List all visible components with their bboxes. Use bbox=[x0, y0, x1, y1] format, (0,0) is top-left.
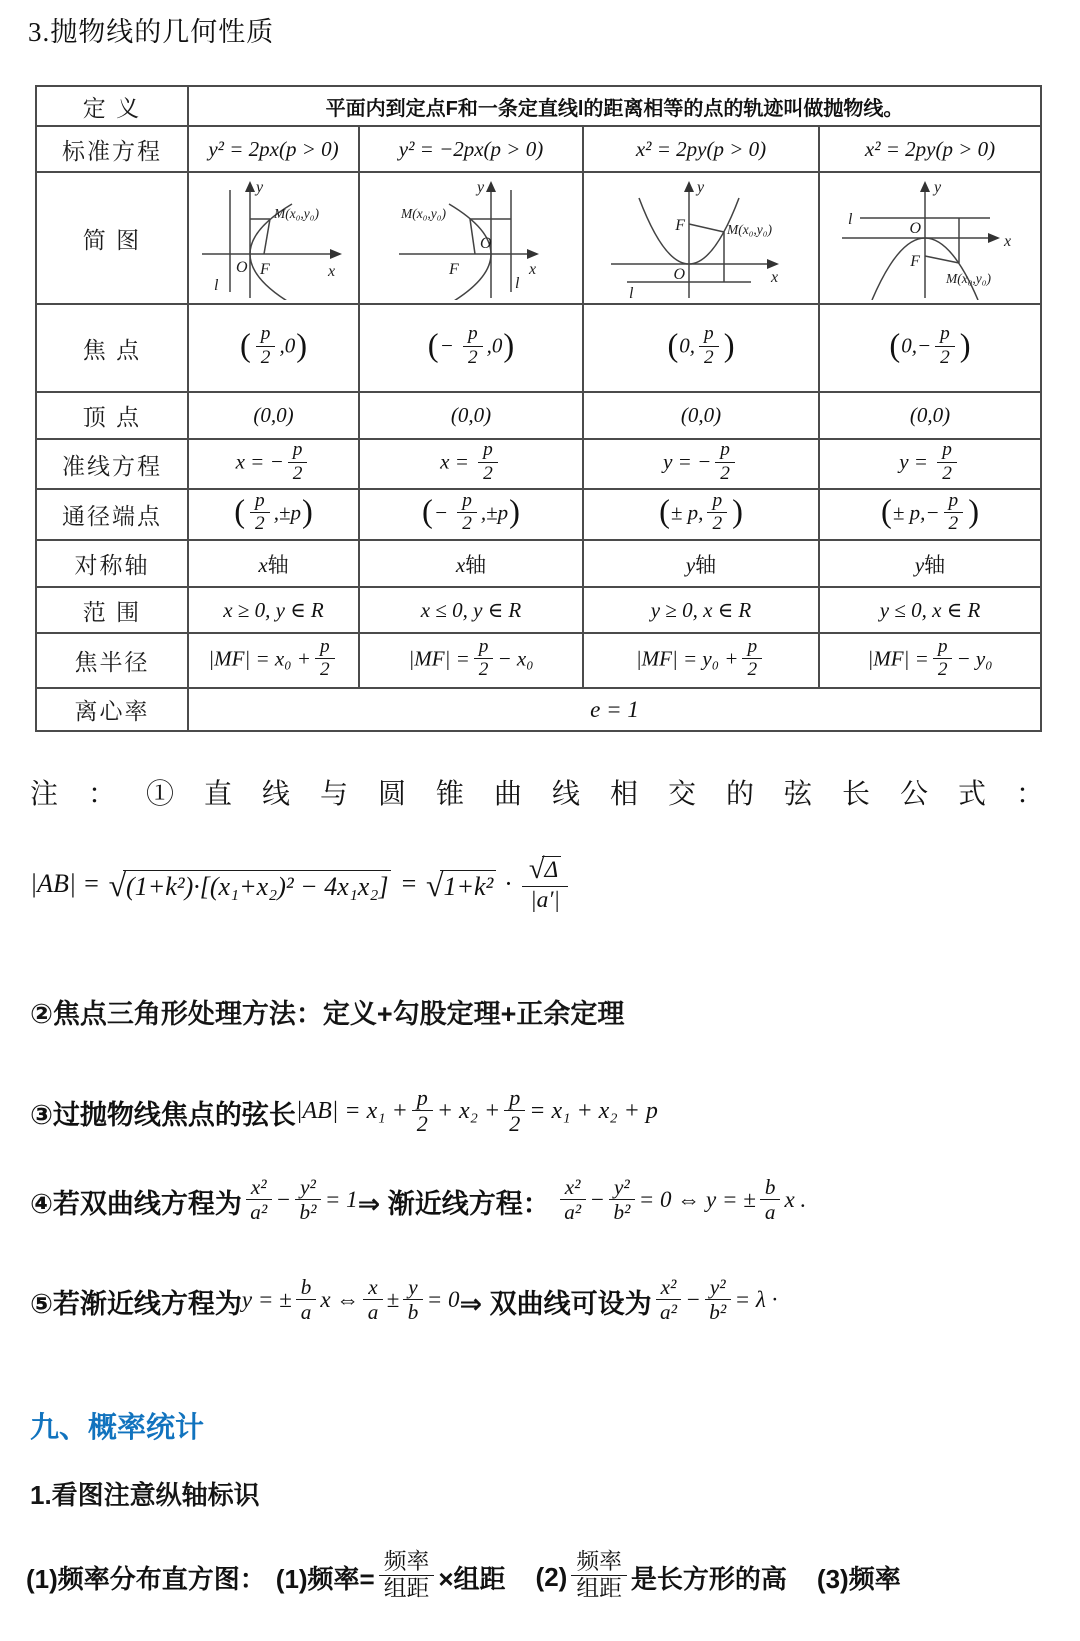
note-focal-chord: ③过抛物线焦点的弦长 |AB| = x₁ + $\frac{p}{2}$ + x₂ + $\frac{p}{2}$ = x₁ + x₂ + p bbox=[30, 1085, 658, 1137]
focus-label: F bbox=[259, 261, 270, 278]
note-chord-length-heading: 注：①直线与圆锥曲线相交的弦长公式： bbox=[30, 779, 1075, 810]
page-title: 3.抛物线的几何性质 bbox=[28, 17, 275, 47]
cell-vertex-2: (0,0) bbox=[359, 392, 583, 439]
row-focus bbox=[36, 304, 1041, 392]
parabola-properties-table bbox=[35, 85, 1042, 732]
row-standard-equation bbox=[36, 126, 1041, 172]
cell-sketch-1 bbox=[188, 172, 359, 304]
row-label-range: 范 围 bbox=[36, 587, 188, 633]
row-label-focus: 焦 点 bbox=[36, 304, 188, 392]
note-asymptote-hyperbola: ⑤若渐近线方程为 y = ± $\frac{b}{a}$ x ⇔ $\frac{x}{a}$ ± $\frac{y}{b}$ = 0 ⇒ 双曲线可设为 $\frac{\text{x²}}{\text{a²}}$ − $\frac{\text{y²}}{\text{b²}}$ = λ · bbox=[30, 1275, 778, 1325]
row-label-directrix: 准线方程 bbox=[36, 439, 188, 489]
cell-latus-2: (− $\frac{p}{2}$ ,±p) bbox=[359, 489, 583, 540]
axis-label-y: y bbox=[934, 179, 942, 196]
axis-label-x: x bbox=[529, 261, 537, 278]
note-focal-triangle: ②焦点三角形处理方法：定义+勾股定理+正余定理 bbox=[30, 999, 625, 1029]
cell-standard-eq-1: y² = 2px(p > 0) bbox=[188, 126, 359, 172]
directrix-label: l bbox=[515, 275, 520, 292]
cell-standard-eq-2: y² = −2px(p > 0) bbox=[359, 126, 583, 172]
row-focal-radius bbox=[36, 633, 1041, 688]
cell-sketch-2 bbox=[359, 172, 583, 304]
row-vertex bbox=[36, 392, 1041, 439]
row-label-sketch: 简 图 bbox=[36, 172, 188, 304]
cell-focus-2: (− $\frac{p}{2}$ ,0) bbox=[359, 304, 583, 392]
stats-subheading-axis-label: 1.看图注意纵轴标识 bbox=[30, 1480, 260, 1510]
row-definition bbox=[36, 86, 1041, 126]
row-sketch bbox=[36, 172, 1041, 304]
parabola-diagram-opens-left bbox=[391, 176, 551, 300]
row-symmetry-axis bbox=[36, 540, 1041, 587]
cell-latus-4: (± p,− $\frac{p}{2}$ ) bbox=[819, 489, 1041, 540]
row-label-vertex: 顶 点 bbox=[36, 392, 188, 439]
point-m-label: M(x₀,y₀) bbox=[946, 271, 991, 286]
parabola-diagram-opens-up bbox=[601, 176, 801, 300]
axis-label-y: y bbox=[255, 179, 263, 196]
cell-focus-1: ( $\frac{p}{2}$ ,0) bbox=[188, 304, 359, 392]
cell-latus-3: (± p, $\frac{p}{2}$ ) bbox=[583, 489, 819, 540]
origin-label: O bbox=[480, 235, 492, 252]
parabola-diagram-opens-right bbox=[194, 176, 354, 300]
cell-vertex-3: (0,0) bbox=[583, 392, 819, 439]
cell-range-4: y ≤ 0, x ∈ R bbox=[819, 587, 1041, 633]
axis-label-x: x bbox=[327, 263, 335, 280]
note-hyperbola-asymptote: ④若双曲线方程为 $\frac{\text{x²}}{\text{a²}}$ − $\frac{\text{y²}}{\text{b²}}$ = 1 ⇒ 渐近线方程： $\frac{\text{x²}}{\text{a²}}$ − $\frac{\text{y²}}{\text{b²}}$ = 0 ⇔ y = ± $\frac{b}{a}$ x . bbox=[30, 1175, 807, 1225]
row-label-standard-equation: 标准方程 bbox=[36, 126, 188, 172]
cell-latus-1: ( $\frac{p}{2}$ ,±p) bbox=[188, 489, 359, 540]
cell-eccentricity: e = 1 bbox=[188, 688, 1041, 731]
focus-label: F bbox=[675, 217, 685, 234]
row-label-latus-endpoints: 通径端点 bbox=[36, 489, 188, 540]
axis-label-x: x bbox=[771, 269, 779, 286]
chord-length-formula: |AB| = √ (1+k²)·[(x₁+x₂)² − 4x₁x₂] = √ 1+k² · √ Δ |a′| bbox=[30, 858, 572, 914]
origin-label: O bbox=[909, 220, 922, 237]
cell-sketch-3 bbox=[583, 172, 819, 304]
origin-label: O bbox=[673, 266, 685, 283]
axis-label-x: x bbox=[1004, 233, 1012, 250]
cell-axis-2: x轴 bbox=[359, 540, 583, 587]
cell-sketch-4 bbox=[819, 172, 1041, 304]
cell-focus-3: (0, $\frac{p}{2}$ ) bbox=[583, 304, 819, 392]
cell-vertex-4: (0,0) bbox=[819, 392, 1041, 439]
origin-label: O bbox=[235, 259, 248, 276]
row-label-eccentricity: 离心率 bbox=[36, 688, 188, 731]
row-range bbox=[36, 587, 1041, 633]
focus-label: F bbox=[449, 261, 459, 278]
directrix-label: l bbox=[848, 211, 853, 228]
cell-focal-radius-1: |MF| = x₀ + $\frac{p}{2}$ bbox=[188, 633, 359, 688]
point-m-label: M(x₀,y₀) bbox=[273, 206, 319, 221]
cell-directrix-2: x = $\frac{p}{2}$ bbox=[359, 439, 583, 489]
row-eccentricity bbox=[36, 688, 1041, 731]
row-label-focal-radius: 焦半径 bbox=[36, 633, 188, 688]
cell-focus-4: (0,− $\frac{p}{2}$ ) bbox=[819, 304, 1041, 392]
row-directrix bbox=[36, 439, 1041, 489]
cell-range-3: y ≥ 0, x ∈ R bbox=[583, 587, 819, 633]
section-heading-probability-statistics: 九、概率统计 bbox=[30, 1412, 205, 1444]
frequency-histogram-line: (1)频率分布直方图： (1)频率= 频率 组距 ×组距 (2) 频率 组距 是长方形的高 (3)频率 bbox=[26, 1549, 901, 1601]
cell-vertex-1: (0,0) bbox=[188, 392, 359, 439]
row-label-definition: 定 义 bbox=[36, 86, 188, 126]
cell-focal-radius-3: |MF| = y₀ + $\frac{p}{2}$ bbox=[583, 633, 819, 688]
directrix-label: l bbox=[213, 277, 218, 294]
cell-standard-eq-3: x² = 2py(p > 0) bbox=[583, 126, 819, 172]
cell-axis-3: y轴 bbox=[583, 540, 819, 587]
cell-focal-radius-4: |MF| = $\frac{p}{2}$ − y₀ bbox=[819, 633, 1041, 688]
cell-directrix-3: y = − $\frac{p}{2}$ bbox=[583, 439, 819, 489]
directrix-label: l bbox=[629, 285, 634, 300]
parabola-diagram-opens-down bbox=[830, 176, 1030, 300]
axis-label-y: y bbox=[477, 179, 485, 196]
cell-directrix-1: x = − $\frac{p}{2}$ bbox=[188, 439, 359, 489]
cell-range-1: x ≥ 0, y ∈ R bbox=[188, 587, 359, 633]
cell-axis-1: x轴 bbox=[188, 540, 359, 587]
cell-focal-radius-2: |MF| = $\frac{p}{2}$ − x₀ bbox=[359, 633, 583, 688]
cell-directrix-4: y = $\frac{p}{2}$ bbox=[819, 439, 1041, 489]
cell-range-2: x ≤ 0, y ∈ R bbox=[359, 587, 583, 633]
cell-standard-eq-4: x² = 2py(p > 0) bbox=[819, 126, 1041, 172]
axis-label-y: y bbox=[697, 179, 705, 196]
point-m-label: M(x₀,y₀) bbox=[727, 222, 772, 237]
cell-definition: 平面内到定点F和一条定直线l的距离相等的点的轨迹叫做抛物线。 bbox=[188, 86, 1041, 126]
row-latus-endpoints bbox=[36, 489, 1041, 540]
row-label-symmetry-axis: 对称轴 bbox=[36, 540, 188, 587]
point-m-label: M(x₀,y₀) bbox=[401, 206, 446, 221]
focus-label: F bbox=[910, 253, 921, 270]
cell-axis-4: y轴 bbox=[819, 540, 1041, 587]
